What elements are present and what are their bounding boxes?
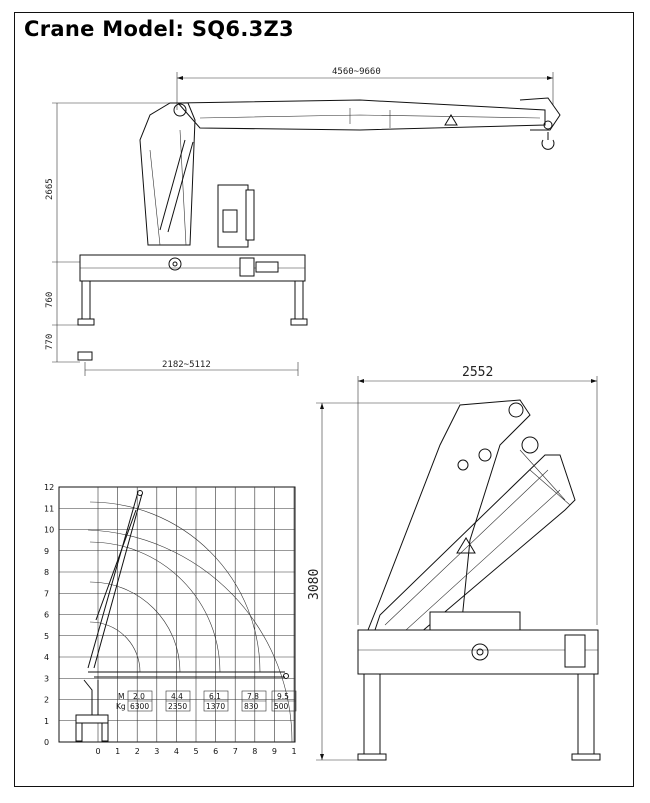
load-table-radius: 7.8 — [247, 692, 259, 701]
load-table-radius: 9.5 — [277, 692, 289, 701]
y-tick-label: 12 — [44, 483, 55, 492]
load-table-radius: 6.1 — [209, 692, 221, 701]
y-tick-label: 9 — [44, 546, 50, 556]
x-tick-label: 8 — [252, 747, 258, 756]
height-dim-label: 2665 — [45, 178, 55, 200]
y-tick-label: 10 — [44, 525, 55, 535]
y-tick-label: 6 — [44, 610, 50, 620]
load-table-load: 6300 — [130, 702, 150, 711]
y-tick-label: 3 — [44, 674, 50, 684]
y-tick-label: 0 — [44, 738, 50, 747]
load-table-radius: 4.4 — [171, 692, 183, 701]
radius-arc — [90, 542, 220, 672]
page-title: Crane Model: SQ6.3Z3 — [24, 17, 294, 41]
radius-arc — [90, 502, 260, 672]
table-m-label: M — [118, 692, 125, 701]
leg-dim-label: 760 — [45, 291, 55, 308]
x-tick-label: 7 — [232, 747, 238, 756]
side-view — [45, 67, 560, 376]
reach-dim-label: 4560~9660 — [332, 67, 381, 77]
x-tick-label: 1 — [115, 747, 121, 756]
radius-arc — [90, 622, 140, 672]
y-tick-label: 2 — [44, 695, 50, 705]
x-tick-label: 4 — [173, 747, 179, 756]
y-tick-label: 11 — [44, 504, 55, 514]
height3080-dim-label: 3080 — [307, 568, 322, 600]
load-table-radius: 2.0 — [133, 692, 145, 701]
y-tick-label: 4 — [44, 653, 50, 662]
rear-view — [307, 365, 600, 760]
x-tick-label: 5 — [193, 747, 199, 756]
load-table-load: 2350 — [168, 702, 188, 711]
width-dim-label: 2552 — [462, 365, 494, 380]
load-table-load: 500 — [274, 702, 289, 711]
y-tick-label: 8 — [44, 568, 50, 577]
hook-icon — [542, 140, 554, 149]
span-dim-label: 2182~5112 — [162, 360, 211, 370]
radius-arc — [90, 582, 180, 672]
load-table-load: 1370 — [206, 702, 226, 711]
y-tick-label: 5 — [44, 631, 50, 641]
x-tick-label: 6 — [213, 747, 219, 756]
y-tick-label: 1 — [44, 716, 50, 726]
x-tick-label: 0 — [95, 747, 101, 756]
table-kg-label: Kg — [116, 702, 126, 711]
y-tick-label: 7 — [44, 589, 50, 599]
x-tick-label: 9 — [271, 747, 277, 756]
load-table-load: 830 — [244, 702, 259, 711]
foot-dim-label: 770 — [45, 333, 55, 350]
load-chart — [44, 483, 297, 756]
x-tick-label: 3 — [154, 747, 160, 756]
x-tick-label: 1 — [291, 747, 297, 756]
x-tick-label: 2 — [134, 747, 140, 756]
